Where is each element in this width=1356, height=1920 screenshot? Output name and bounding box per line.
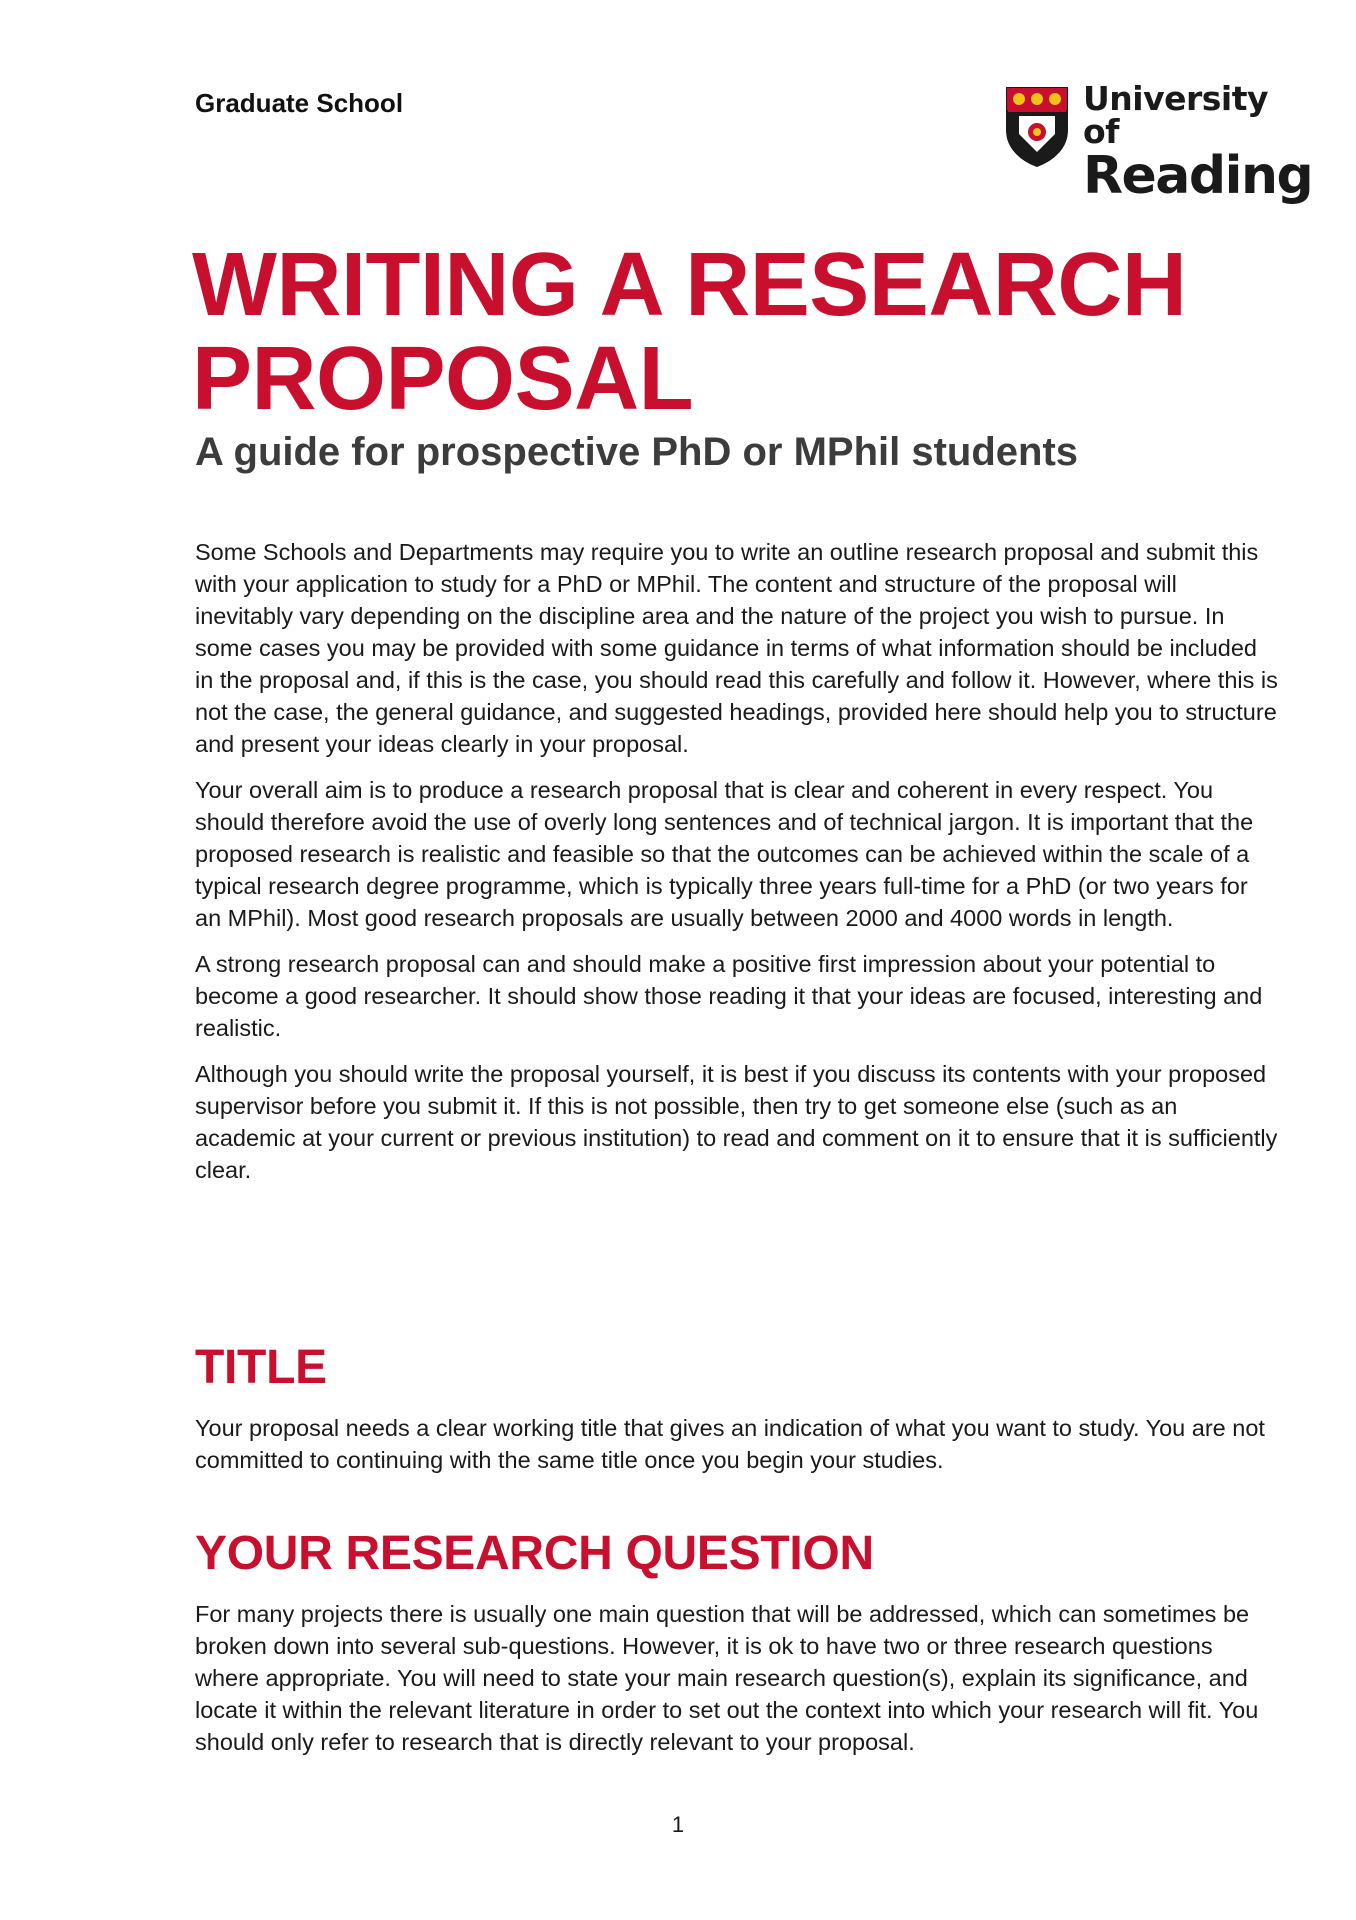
section-body-research-question bbox=[195, 1598, 1280, 1772]
university-crest-icon bbox=[1005, 86, 1069, 168]
intro-paragraph-1: Some Schools and Departments may require you to write an outline research proposal and submit this with your application to study for a PhD or MPhil. The content and structure of the proposal will inevitably vary depending on the discipline area and the nature of the project you wish to pursue. In some cases you may be provided with some guidance in terms of what information should be included in the proposal and, if this is the case, you should read this carefully and follow it. However, where this is not the case, the general guidance, and suggested headings, provided here should help you to structure and present your ideas clearly in your proposal. bbox=[195, 539, 1278, 757]
section-paragraph-research-question: For many projects there is usually one main question that will be addressed, which can sometimes be broken down into several sub-questions. However, it is ok to have two or three research questions where appropriate. You will need to state your main research question(s), explain its significance, and locate it within the relevant literature in order to set out the context into which your research will fit. You should only refer to research that is directly relevant to your proposal. bbox=[195, 1601, 1259, 1755]
page-number: 1 bbox=[671, 1812, 685, 1837]
section-body-title bbox=[195, 1412, 1280, 1490]
logo-wordmark bbox=[1083, 79, 1313, 206]
section-heading-title: TITLE bbox=[195, 1341, 327, 1394]
university-logo bbox=[1005, 79, 1313, 206]
document-title: WRITING A RESEARCH PROPOSAL bbox=[192, 235, 1187, 429]
document-subtitle: A guide for prospective PhD or MPhil students bbox=[195, 430, 1079, 474]
intro-paragraph-2: Your overall aim is to produce a research proposal that is clear and coherent in every respect. You should therefore avoid the use of overly long sentences and of technical jargon. It is important that the proposed research is realistic and feasible so that the outcomes can be achieved within the scale of a typical research degree programme, which is typically three years full-time for a PhD (or two years for an MPhil). Most good research proposals are usually between 2000 and 4000 words in length. bbox=[195, 777, 1254, 931]
logo-line-1: University of bbox=[1083, 79, 1269, 151]
intro-paragraph-3: A strong research proposal can and should make a positive first impression about your potential to become a good researcher. It should show those reading it that your ideas are focused, interesting and realistic. bbox=[195, 951, 1263, 1041]
logo-line-2: Reading bbox=[1083, 146, 1313, 206]
intro-paragraph-4: Although you should write the proposal yourself, it is best if you discuss its contents with your proposed supervisor before you submit it. If this is not possible, then try to get someone else (such as an academic at your current or previous institution) to read and comment on it to ensure that it is sufficiently clear. bbox=[195, 1061, 1278, 1183]
header-label: Graduate School bbox=[195, 88, 404, 118]
section-heading-research-question: YOUR RESEARCH QUESTION bbox=[195, 1527, 874, 1580]
section-paragraph-title: Your proposal needs a clear working title that gives an indication of what you want to study. You are not committed to continuing with the same title once you begin your studies. bbox=[195, 1415, 1265, 1473]
intro-section bbox=[195, 536, 1280, 1200]
